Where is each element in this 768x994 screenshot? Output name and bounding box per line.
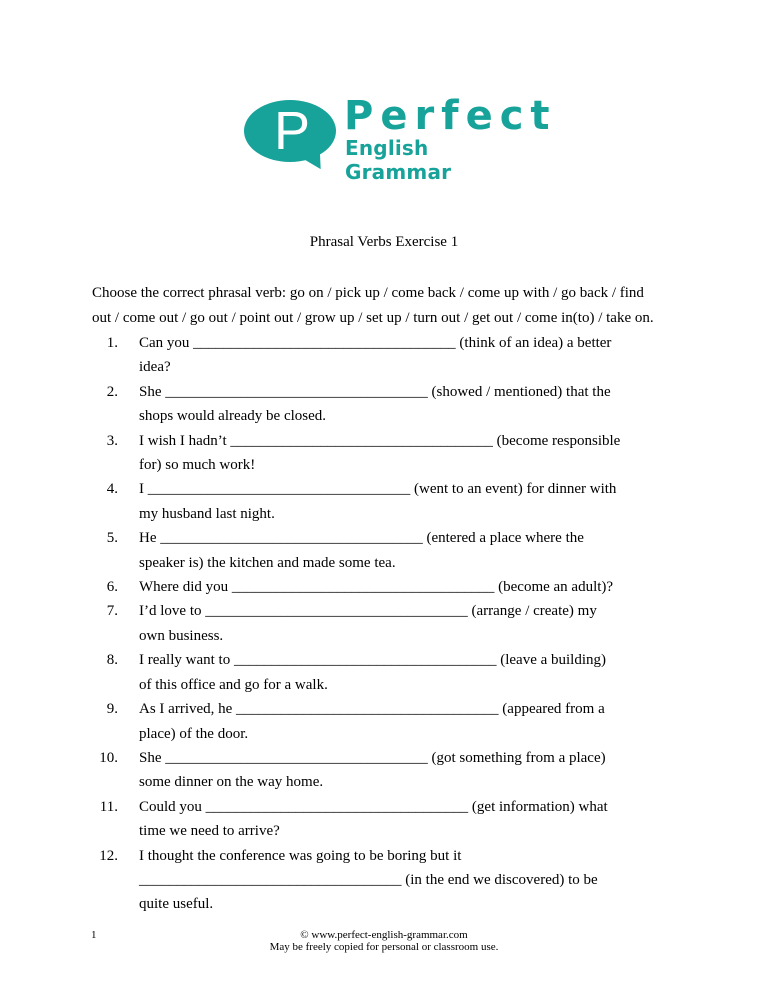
item-text-line: shops would already be closed. — [139, 408, 327, 425]
exercise-item — [92, 844, 692, 917]
item-text-line: time we need to arrive? — [139, 823, 280, 840]
item-number: 5. — [106, 530, 118, 547]
item-text-line: Where did you ___________________________________ (become an adult)? — [139, 579, 614, 596]
item-text-line: I wish I hadn’t ___________________________________ (become responsible — [139, 432, 621, 449]
exercise-item — [92, 795, 692, 844]
item-number: 12. — [99, 847, 118, 864]
item-text-line: my husband last night. — [139, 505, 275, 522]
instructions-line: Choose the correct phrasal verb: go on / pick up / come back / come up with / go back / find — [92, 285, 644, 301]
exercise-item — [92, 746, 692, 795]
item-text-line: of this office and go for a walk. — [139, 676, 328, 693]
item-text-line: ___________________________________ (in the end we discovered) to be — [139, 871, 598, 888]
exercise-item — [92, 526, 692, 575]
item-text-line: for) so much work! — [139, 457, 256, 474]
item-text-line: I really want to ___________________________________ (leave a building) — [139, 652, 607, 669]
item-number: 7. — [106, 603, 118, 620]
logo — [244, 93, 557, 184]
item-text-line: I’d love to ___________________________________ (arrange / create) my — [139, 603, 597, 620]
item-number: 9. — [106, 701, 118, 718]
exercise-item — [92, 575, 692, 599]
item-text-line: She ___________________________________ (got something from a place) — [139, 749, 606, 766]
item-number: 4. — [106, 481, 118, 498]
instructions-line: out / come out / go out / point out / grow up / set up / turn out / get out / come in(to) / take on. — [92, 310, 654, 326]
item-text-line: Could you ___________________________________ (get information) what — [139, 798, 608, 815]
item-text-line: I thought the conference was going to be boring but it — [139, 847, 462, 864]
item-text-line: some dinner on the way home. — [139, 774, 324, 791]
item-text-line: speaker is) the kitchen and made some tea. — [139, 554, 396, 571]
item-number: 1. — [106, 335, 118, 351]
item-text-line: own business. — [139, 627, 224, 644]
exercise-item — [92, 599, 692, 648]
item-text-line: I ___________________________________ (went to an event) for dinner with — [139, 481, 617, 498]
item-text-line: Can you ___________________________________ (think of an idea) a better — [139, 335, 612, 351]
footer — [0, 929, 768, 953]
exercise-item — [92, 697, 692, 746]
instructions — [92, 281, 692, 331]
logo-word-perfect: Perfect — [344, 93, 557, 139]
exercise-list — [92, 331, 692, 917]
item-text-line: She ___________________________________ (showed / mentioned) that the — [139, 383, 611, 400]
logo-word-english-grammar: English Grammar — [345, 136, 452, 184]
item-number: 2. — [106, 383, 118, 400]
logo-letter: P — [274, 101, 311, 161]
page-number: 1 — [91, 929, 97, 941]
page-title: Phrasal Verbs Exercise 1 — [309, 234, 459, 250]
exercise-item — [92, 477, 692, 526]
exercise-item — [92, 429, 692, 478]
item-text-line: quite useful. — [139, 896, 214, 913]
exercise-item — [92, 331, 692, 380]
item-number: 10. — [99, 749, 118, 766]
item-text-line: place) of the door. — [139, 725, 249, 742]
item-text-line: He ___________________________________ (entered a place where the — [139, 530, 584, 547]
exercise-item — [92, 648, 692, 697]
footer-copyright: © www.perfect-english-grammar.com — [300, 929, 468, 941]
item-text-line: As I arrived, he ___________________________________ (appeared from a — [139, 701, 605, 718]
footer-license: May be freely copied for personal or classroom use. — [269, 941, 499, 953]
item-number: 11. — [99, 798, 118, 815]
item-number: 8. — [106, 652, 118, 669]
item-number: 3. — [106, 432, 118, 449]
exercise-item — [92, 380, 692, 429]
item-number: 6. — [106, 579, 118, 596]
item-text-line: idea? — [139, 359, 171, 376]
